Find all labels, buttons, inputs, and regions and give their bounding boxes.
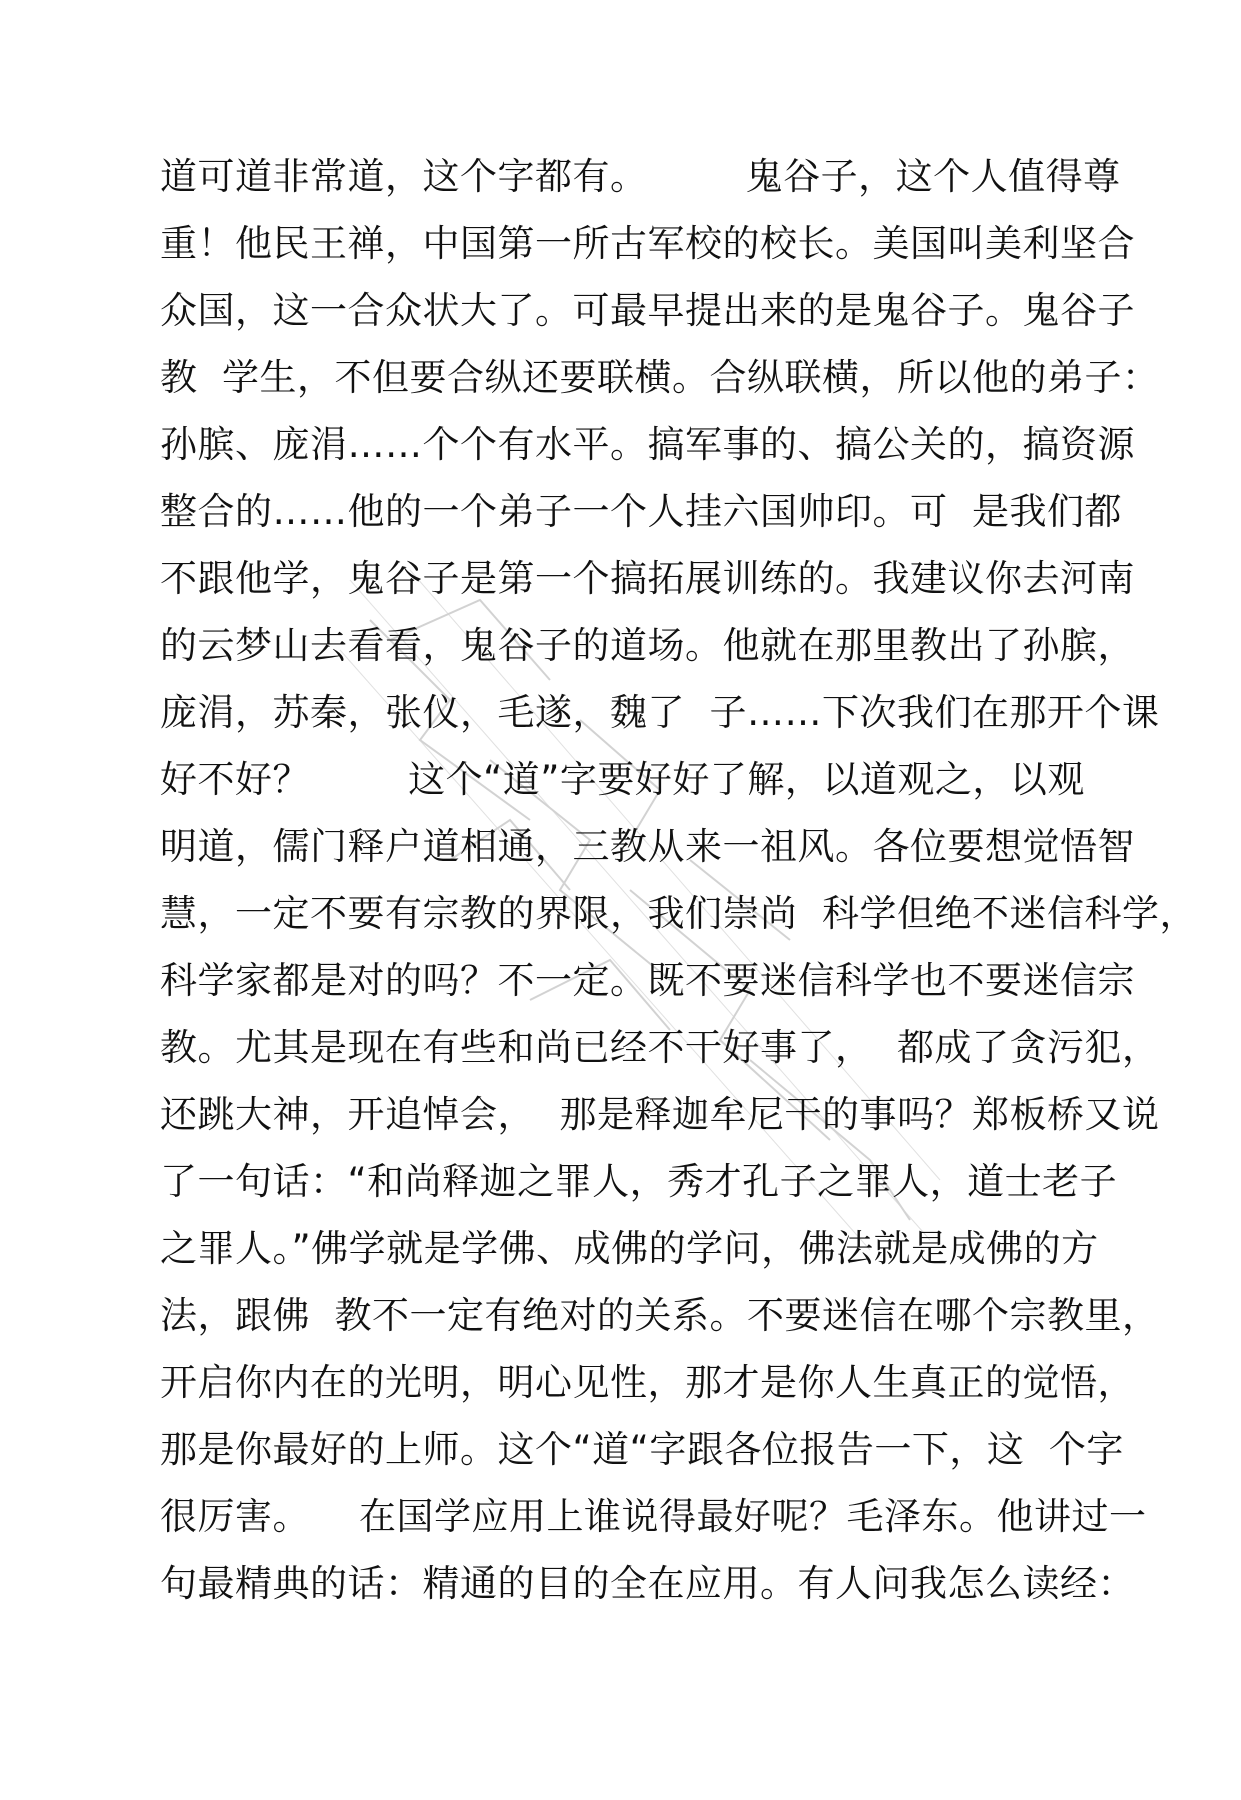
text-line: 众国，这一合众状大了。可最早提出来的是鬼谷子。鬼谷子 [160,289,1135,332]
text-line: 整合的……他的一个弟子一个人挂六国帅印。可 是我们都 [160,490,1123,533]
text-line: 慧，一定不要有宗教的界限，我们崇尚 科学但绝不迷信科学， [160,892,1198,935]
text-line: 那是你最好的上师。这个“道“字跟各位报告一下，这 个字 [160,1428,1124,1471]
text-line: 科学家都是对的吗？不一定。既不要迷信科学也不要迷信宗 [160,959,1135,1002]
text-line: 之罪人。”佛学就是学佛、成佛的学问，佛法就是成佛的方 [160,1227,1099,1270]
text-line: 句最精典的话：精通的目的全在应用。有人问我怎么读经： [160,1562,1135,1605]
text-line: 明道，儒门释户道相通，三教从来一祖风。各位要想觉悟智 [160,825,1135,868]
text-line: 重！他民王禅，中国第一所古军校的校长。美国叫美利坚合 [160,222,1135,265]
text-line: 教 学生，不但要合纵还要联横。合纵联横，所以他的弟子： [160,356,1160,399]
text-line: 开启你内在的光明，明心见性，那才是你人生真正的觉悟， [160,1361,1135,1404]
text-line: 还跳大神，开追悼会， 那是释迦牟尼干的事吗？郑板桥又说 [160,1093,1160,1136]
text-line: 了一句话：“和尚释迦之罪人，秀才孔子之罪人，道士老子 [160,1160,1118,1203]
text-line: 好不好？ 这个“道”字要好好了解，以道观之，以观 [160,758,1085,801]
text-line: 庞涓，苏秦，张仪，毛遂，魏了 子……下次我们在那开个课 [160,691,1160,734]
text-line: 的云梦山去看看，鬼谷子的道场。他就在那里教出了孙膑， [160,624,1135,667]
text-line: 不跟他学，鬼谷子是第一个搞拓展训练的。我建议你去河南 [160,557,1135,600]
text-line: 很厉害。 在国学应用上谁说得最好呢？毛泽东。他讲过一 [160,1495,1147,1538]
text-line: 法，跟佛 教不一定有绝对的关系。不要迷信在哪个宗教里， [160,1294,1160,1337]
text-line: 教。尤其是现在有些和尚已经不干好事了， 都成了贪污犯， [160,1026,1160,1069]
text-line: 道可道非常道，这个字都有。 鬼谷子，这个人值得尊 [160,155,1121,198]
body-text [160,143,1198,1617]
text-line: 孙膑、庞涓……个个有水平。搞军事的、搞公关的，搞资源 [160,423,1135,466]
